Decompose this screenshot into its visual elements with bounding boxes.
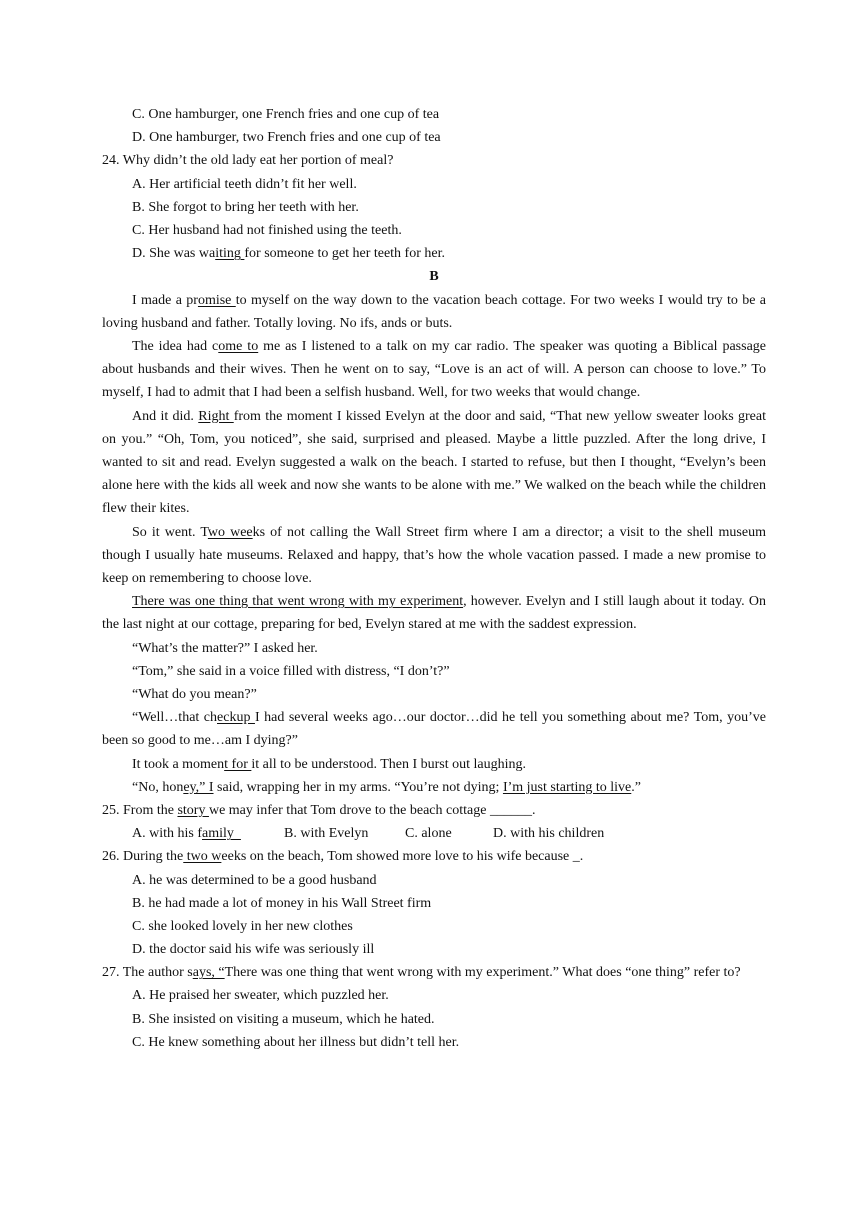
passage-paragraph-2: The idea had come to me as I listened to a talk on my car radio. The speaker was quoting a Biblical passage about husbands and their wives. Then he went on to say, “Love is an act of will. A person can choose to love.” To myself, I had to admit that I had been a selfish husband. Well, for two weeks that would change. [102, 338, 766, 401]
q25-stem: 25. From the story we may infer that Tom drove to the beach cottage ______. [102, 802, 536, 818]
q24-option-c: C. Her husband had not finished using the teeth. [132, 222, 402, 238]
passage-paragraph-3: And it did. Right from the moment I kissed Evelyn at the door and said, “That new yellow sweater looks great on you.” “Oh, Tom, you noticed”, she said, surprised and pleased. Maybe a little puzzled. After the long drive, I wanted to sit and read. Evelyn suggested a walk on the beach. I started to refuse, but then I thought, “Evelyn’s been alone here with the kids all week and now she wants to be alone with me.” We walked on the beach while the children flew their kites. [102, 408, 766, 517]
q24-option-b: B. She forgot to bring her teeth with her. [132, 199, 359, 215]
q24-option-a: A. Her artificial teeth didn’t fit her well. [132, 176, 357, 192]
passage-paragraph-5: There was one thing that went wrong with my experiment, however. Evelyn and I still laugh about it today. On the last night at our cottage, preparing for bed, Evelyn stared at me with the saddest expression. [102, 594, 766, 633]
q26-option-d: D. the doctor said his wife was seriously ill [132, 942, 375, 958]
q26-option-c: C. she looked lovely in her new clothes [132, 918, 353, 934]
passage-paragraph-1: I made a promise to myself on the way down to the vacation beach cottage. For two weeks I would try to be a loving husband and father. Totally loving. No ifs, ands or buts. [102, 292, 767, 331]
q26-stem: 26. During the two weeks on the beach, Tom showed more love to his wife because _. [102, 849, 584, 865]
q26-option-a: A. he was determined to be a good husband [132, 872, 377, 888]
dialogue-line-1: “What’s the matter?” I asked her. [132, 640, 318, 656]
q27-option-a: A. He praised her sweater, which puzzled her. [132, 988, 389, 1004]
q26-option-b: B. he had made a lot of money in his Wall Street firm [132, 895, 432, 911]
passage-paragraph-4: So it went. Two weeks of not calling the Wall Street firm where I am a director; a visit to the shell museum though I usually hate museums. Relaxed and happy, that’s how the whole vacation passed. I made a new promise to keep on remembering to choose love. [102, 524, 766, 586]
page-content [102, 103, 766, 1054]
dialogue-line-6: “No, honey,” I said, wrapping her in my arms. “You’re not dying; I’m just starting to live.” [132, 779, 641, 795]
q27-option-b: B. She insisted on visiting a museum, which he hated. [132, 1011, 435, 1027]
dialogue-line-2: “Tom,” she said in a voice filled with distress, “I don’t?” [132, 663, 450, 679]
q25-option-b: B. with Evelyn [284, 826, 369, 842]
q27-stem: 27. The author says, “There was one thing that went wrong with my experiment.” What does “one thing” refer to? [102, 965, 741, 981]
q23-option-c: C. One hamburger, one French fries and one cup of tea [132, 107, 440, 122]
q25-option-c: C. alone [405, 826, 452, 842]
dialogue-line-3: “What do you mean?” [132, 686, 257, 702]
q24-stem: 24. Why didn’t the old lady eat her portion of meal? [102, 153, 394, 169]
q25-option-a: A. with his family [132, 826, 241, 842]
q25-options [102, 822, 766, 845]
section-heading-b: B [429, 269, 439, 285]
q24-option-d: D. She was waiting for someone to get her teeth for her. [132, 246, 445, 262]
q25-option-d: D. with his children [493, 826, 605, 842]
dialogue-line-5: It took a moment for it all to be understood. Then I burst out laughing. [132, 756, 527, 772]
q23-option-d: D. One hamburger, two French fries and one cup of tea [132, 130, 441, 146]
dialogue-line-4: “Well…that checkup I had several weeks ago…our doctor…did he tell you something about me? Tom, you’ve been so good to me…am I dying?” [102, 710, 766, 749]
q27-option-c: C. He knew something about her illness but didn’t tell her. [132, 1034, 460, 1050]
